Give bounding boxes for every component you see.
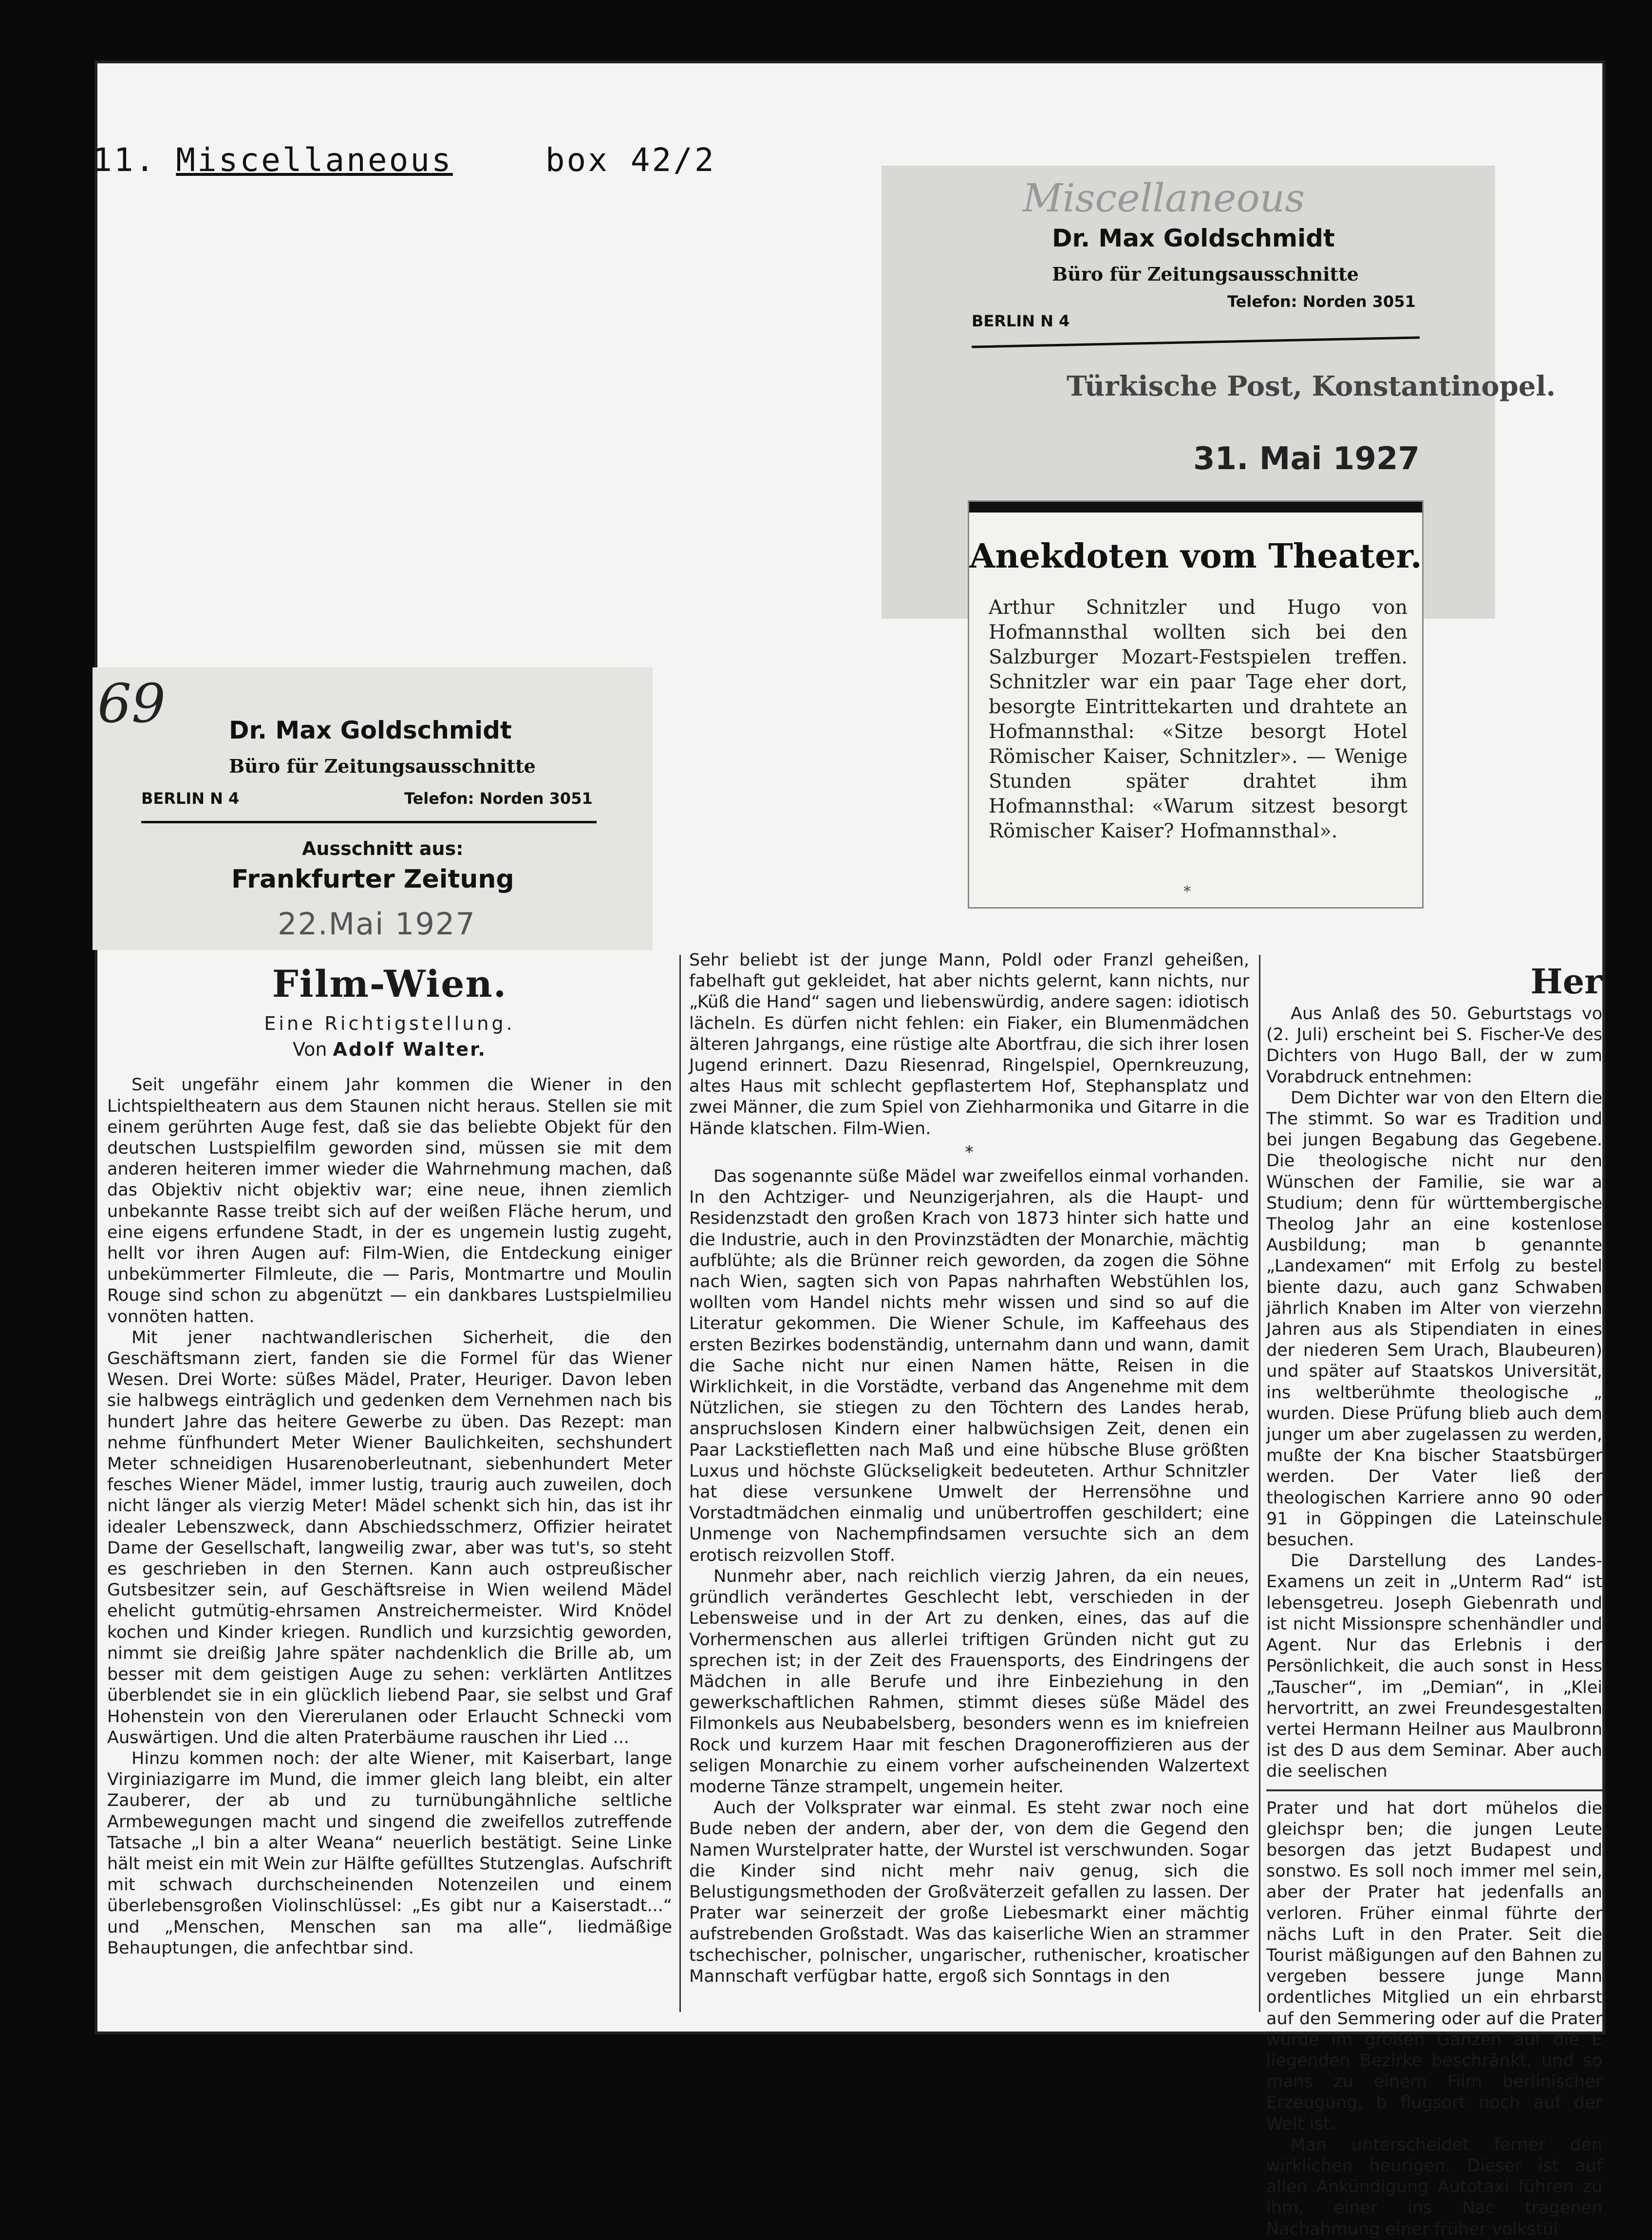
anekdoten-body: Arthur Schnitzler und Hugo von Hofmannsthal wollten sich bei den Salzburger Mozart-Festspielen treffen. Schnitzler war ein paar Tage eher dort, besorgte Eintrittekarten und drahtete an Hofmannsthal: «Sitze besorgt Hotel Römischer Kaiser, Schnitzler». — Wenige Stunden später drahtet ihm Hofmannsthal: «Warum sitzest besorgt Römischer Kaiser? Hofmannsthal». (989, 596, 1408, 842)
byline-prefix: Von (293, 1039, 327, 1061)
article-title: Film-Wien. (272, 962, 507, 1006)
col1-paragraph: Mit jener nachtwandlerischen Sicherheit, die den Geschäftsmann ziert, fanden sie die Formel für das Wiener Wesen. Drei Worte: süßes Mädel, Prater, Heuriger. Davon leben sie halbwegs einträglich und gedenken dem Vernehmen nach bis hundert Jahre das heitere Gewerbe zu üben. Das Rezept: man nehme fünfhundert Meter Wiener Baulichkeiten, sechshundert Meter schneidigen Husarenoberleutnant, siebenhundert Meter fesches Wiener Mädel, immer lustig, traurig auch zuweilen, doch nicht länger als vierzig Meter! Mädel schenkt sich hin, das ist ihr idealer Lebenszweck, dann Abschiedsschmerz, Offizier heiratet Dame der Gesellschaft, langweilig zwar, aber was tut's, so steht es geschrieben in den Sternen. Kann auch ostpreußischer Gutsbesitzer sein, auf Geschäftsreise in Wien weilend Mädel ehelicht gutmütig-ehrsamen Anstreichermeister. Wird Knödel kochen und Kinder kriegen. Rundlich und kurzsichtig geworden, nimmt sie dreißig Jahre später nachdenklich die Brille ab, um besser mit dem geistigen Auge zu sehen: verklärten Antlitzes überblendet sie in ein glücklich liebend Paar, sie selbst und Graf Hohenstein von den Viererulanen oder Erlaucht Schnecki vom Auswärtigen. Und die alten Praterbäume rauschen ihr Lied ... (107, 1328, 672, 1747)
anekdoten-clipping (969, 502, 1422, 907)
pencil-note: Miscellaneous (1023, 175, 1305, 221)
anekdoten-title: Anekdoten vom Theater. (969, 537, 1422, 576)
film-wien-article (97, 950, 1602, 2239)
top-office-sub: Büro für Zeitungsausschnitte (1052, 263, 1359, 285)
col3-paragraph: Prater und hat dort mühelos die gleichspr ben; die jungen Leute besorgen das jetzt Budapest und sonstwo. Es soll noch immer mel sein, aber der Prater hat jedenfalls an verloren. Früher einmal führte der nächs Luft in den Prater. Seit die Tourist mäßigungen auf den Bahnen zu vergeben bessere junge Mann ordentliches Mitglied un ein ehrbarst auf den Semmering oder auf die Prater wurde im großen Ganzen auf die E liegenden Bezirke beschränkt, und so mans zu einem Film berlinischer Erzeugung, b flugsort noch auf der Welt ist. (1266, 1798, 1602, 2134)
left-telefon: Telefon: Norden 3051 (404, 789, 593, 808)
archive-header (93, 141, 716, 179)
article-author: Adolf Walter. (333, 1039, 487, 1061)
pencil-number: 69 (97, 672, 166, 735)
col1-paragraph: Seit ungefähr einem Jahr kommen die Wiener in den Lichtspieltheatern aus dem Staunen nicht heraus. Stellen sie mit einem gerührten Auge fest, daß sie das beliebte Objekt für den deutschen Lustspielfilm geworden sind, müssen sie mit dem anderen heiteren immer wieder die Wahrnehmung machen, daß das Objektiv nicht objektiv war; eine neue, ihnen ziemlich unbekannte Rasse treibt sich auf der weißen Fläche herum, und eine eigens erfundene Stadt, in der es ungemein lustig zugeht, hellt vor ihren Augen auf: Film-Wien, die Entdeckung einiger unbekümmerter Filmleute, die — Paris, Montmartre und Moulin Rouge sind schon zu abgenützt — ein dankbares Lustspielmilieu vonnöten hatten. (107, 1075, 672, 1327)
left-source: Frankfurter Zeitung (231, 865, 514, 894)
left-berlin: BERLIN N 4 (141, 789, 240, 808)
col3-paragraph: Man unterscheidet ferner den wirklichen heurigen. Dieser ist auf allen Ankündigung Autotaxi führen zu ihm, einer ins Nac tragenen Nachahmung einer früher volkstüi (1266, 2135, 1602, 2239)
col3-paragraph: Die Darstellung des Landes-Examens un zeit in „Unterm Rad“ ist lebensgetreu. Joseph Giebenrath und ist nicht Missionspre schenhändler und Agent. Nur das Erlebnis i der Persönlichkeit, die auch sonst in Hess „Tauscher“, im „Demian“, in „Klei hervortritt, an zwei Freundesgestalten vertei Hermann Heilner aus Maulbronn ist des D aus dem Seminar. Aber auch die seelischen (1266, 1551, 1602, 1782)
column-divider (1259, 955, 1260, 2012)
col3-rule (1266, 1789, 1602, 1791)
left-office-name: Dr. Max Goldschmidt (229, 716, 512, 744)
header-box: box 42/2 (545, 141, 716, 179)
top-telefon: Telefon: Norden 3051 (1227, 292, 1416, 311)
col3-paragraph: Dem Dichter war von den Eltern die The stimmt. So war es Tradition und bei jungen Begabung das Gegebene. Die theologische nicht nur den Wünschen der Familie, sie war a Studium; denn für württembergische Theolog Jahr an eine kostenlose Ausbildung; man b genannte „Landexamen“ mit Erfolg zu bestel biente dazu, auch ganz Schwaben jährlich Knaben im Alter von vierzehn Jahren aus als Stipendiaten in eines der niederen Sem Urach, Blaubeuren) und später auf Staatskos Universität, ins weltberühmte theologische „ wurden. Diese Prüfung blieb auch dem junger um aber zugelassen zu werden, mußte der Kna bischer Staatsbürger werden. Der Vater ließ der theologischen Karriere anno 90 oder 91 in Göppingen die Lateinschule besuchen. (1266, 1088, 1602, 1550)
header-category: Miscellaneous (176, 141, 453, 179)
top-source: Türkische Post, Konstantinopel. (1067, 370, 1556, 402)
col2-paragraph: Das sogenannte süße Mädel war zweifellos einmal vorhanden. In den Achtziger- und Neunzigerjahren, als die Haupt- und Residenzstadt den großen Krach von 1873 hinter sich hatte und die Industrie, auch in den Provinzstädten der Monarchie, mächtig aufblühte; als die Brünner reich geworden, da zogen die Söhne nach Wien, sagten sich von Papas nahrhaften Webstühlen los, wollten vom Handel nichts mehr wissen und sind so auf die Literatur gekommen. Die Wiener Schule, im Kaffeehaus des ersten Bezirkes bodenständig, unternahm dann und wann, damit die Sache nicht nur einen Namen hätte, Reisen in die Wirklichkeit, in die Vorstädte, verband das Angenehme mit dem Nützlichen, sie stiegen zu den Töchtern des Landes herab, anspruchslosen Kindern einer halbwüchsigen Zeit, denen ein Paar Lackstiefletten nach Maß und eine hübsche Bluse größten Luxus und höchste Glückseligkeit bedeuteten. Arthur Schnitzler hat diese versunkene Umwelt der Herrensöhne und Vorstadtmädchen einmalig und unübertroffen geschildert; eine Unmenge von Nachempfindsamen versuchte sich an dem erotisch reizvollen Stoff. (689, 1167, 1249, 1565)
column-divider (679, 955, 681, 2012)
col2-paragraph: Auch der Volksprater war einmal. Es steht zwar noch eine Bude neben der andern, aber der, von dem die Gegend den Namen Wurstelprater hatte, der Wurstel ist verschwunden. Sogar die Kinder sind nicht mehr naiv genug, sich die Belustigungsmethoden der Großväterzeit gefallen zu lassen. Der Prater war seinerzeit der große Liebesmarkt einer mächtig aufstrebenden Großstadt. Was das kaiserliche Wien an strammer tschechischer, polnischer, ungarischer, ruthenischer, kroatischer Mannschaft verfügbar hatte, ergoß sich Sonntags in den (689, 1798, 1249, 1986)
article-byline (107, 1039, 672, 1060)
article-column-1 (107, 950, 672, 2017)
col3-paragraph: Aus Anlaß des 50. Geburtstags vo (2. Juli) erscheint bei S. Fischer-Ve des Dichters von Hugo Ball, der w zum Vorabdruck entnehmen: (1266, 1004, 1602, 1087)
article-subtitle: Eine Richtigstellung. (264, 1013, 515, 1034)
top-date-stamp: 31. Mai 1927 (1193, 441, 1420, 477)
left-office-sub: Büro für Zeitungsausschnitte (229, 755, 536, 777)
col3-heading: Her (1530, 961, 1602, 1002)
top-office-name: Dr. Max Goldschmidt (1052, 224, 1335, 252)
col2-paragraph: Nunmehr aber, nach reichlich vierzig Jahren, da ein neues, gründlich verändertes Geschlecht lebt, verschieden in der Lebensweise und in der Art zu denken, eines, das auf die Vorhermenschen aus allerlei triftigen Gründen nicht gut zu sprechen ist; in der Zeit des Frauensports, des Eindringens der Mädchen in alle Berufe und ihre Einbeziehung in den gewerkschaftlichen Rahmen, stimmt dieses süße Mädel des Filmonkels aus Neubabelsberg, besonders wenn es im kniefreien Rock und kurzem Haar mit feschen Dragoneroffizieren aus der seligen Monarchie zu einem vorher aufscheinenden Walzertext moderne Tänze strampelt, ungemein heiter. (689, 1566, 1249, 1797)
anekdoten-star: * (1183, 883, 1191, 900)
col1-paragraph: Hinzu kommen noch: der alte Wiener, mit Kaiserbart, lange Virginiazigarre im Mund, die immer gleich lang bleibt, ein alter Zauberer, der ab und zu turnübungähnliche seltliche Armbewegungen macht und singend die zweifellos zutreffende Tatsache „I bin a alter Weana“ neuerlich bestätigt. Seine Linke hält meist ein mit Wein zur Hälfte gefülltes Stutzenglas. Aufschrift mit schwach durchscheinenden Notenzeilen und einem überlebensgroßen Violinschlüssel: „Es gibt nur a Kaiserstadt...“ und „Menschen, Menschen san ma alle“, liedmäßige Behauptungen, die anfechtbar sind. (107, 1748, 672, 1958)
header-prefix: 11. (93, 141, 157, 179)
section-star: * (965, 1142, 974, 1162)
left-stamp-rule (141, 821, 597, 823)
col2-paragraph: Sehr beliebt ist der junge Mann, Poldl oder Franzl geheißen, fabelhaft gut gekleidet, hat aber nichts gelernt, kann nichts, nur „Küß die Hand“ sagen und liebenswürdig, andere sagen: idiotisch lächeln. Es dürfen nicht fehlen: ein Fiaker, ein Blumenmädchen älteren Jahrgangs, eine rüstige alte Abortfrau, die sich ihrer losen Jugend erinnert. Dazu Riesenrad, Ringelspiel, Opernkreuzung, altes Haus mit schlecht gepflastertem Hof, Stephansplatz und zwei Männer, die zum Spiel von Ziehharmonika und Gitarre in die Hände klatschen. Film-Wien. (689, 950, 1249, 1139)
top-berlin: BERLIN N 4 (972, 312, 1070, 330)
left-date-stamp: 22.Mai 1927 (278, 906, 476, 942)
left-ausschnitt: Ausschnitt aus: (302, 838, 464, 859)
article-column-3 (1266, 950, 1602, 2239)
article-column-2 (689, 950, 1249, 2017)
